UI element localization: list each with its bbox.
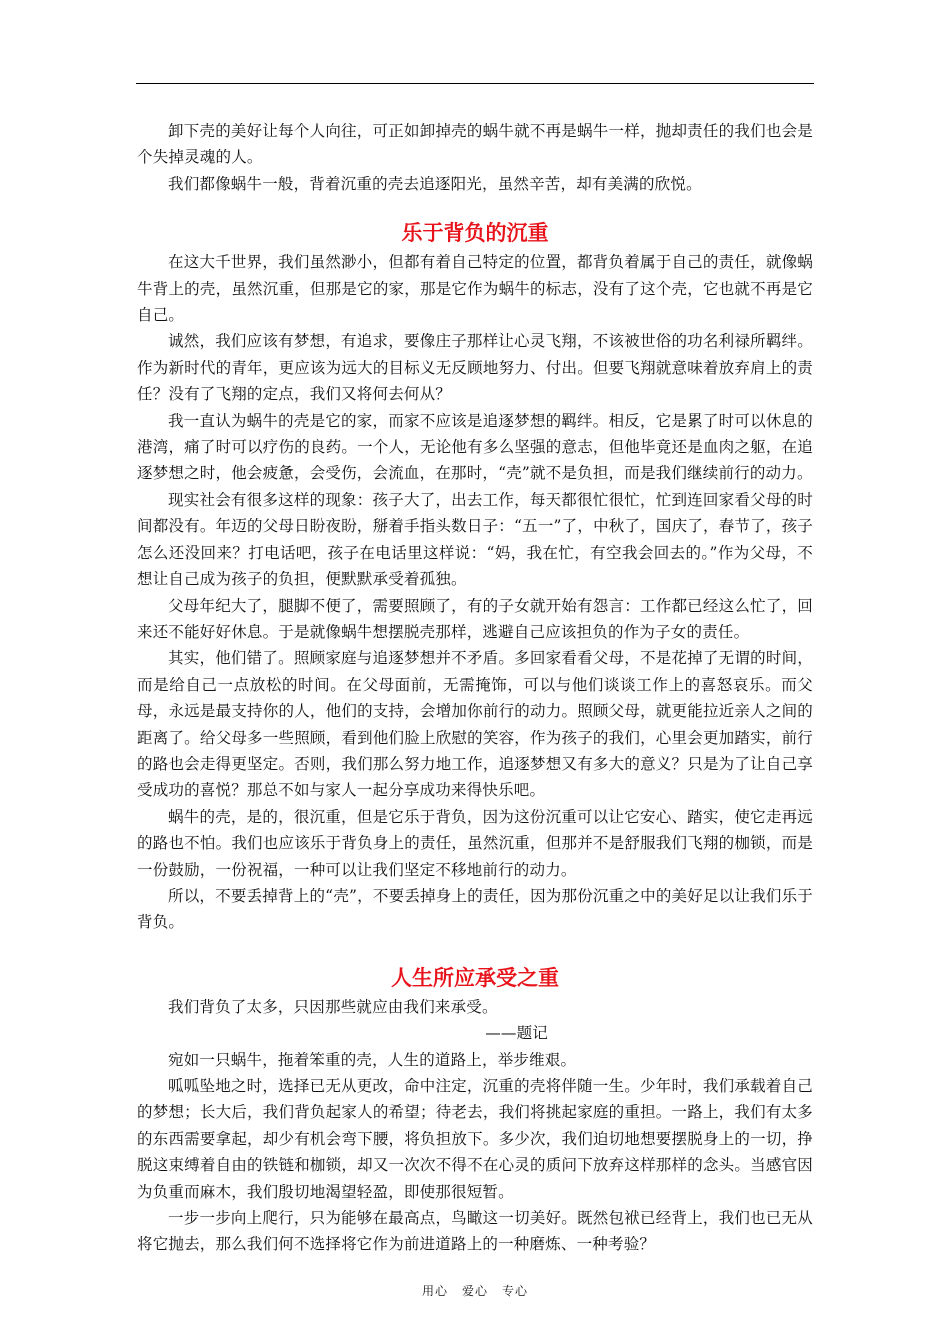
epigraph-sign: ——题记	[485, 1024, 548, 1043]
footer-text: 专心	[502, 1284, 529, 1298]
page-footer	[0, 1282, 950, 1299]
footer-text: 用心	[421, 1284, 448, 1298]
footer-text: 爱心	[461, 1284, 488, 1298]
section-title: 人生所应承受之重	[391, 964, 559, 990]
paragraph: 我一直认为蜗牛的壳是它的家，而家不应该是追逐梦想的羁绊。相反，它是累了时可以休息的港湾，痛了时可以疗伤的良药。一个人，无论他有多么坚强的意志，但他毕竟还是血肉之躯，在追逐梦想之时，他会疲惫，会受伤，会流血，在那时，“壳”就不是负担，而是我们继续前行的动力。	[137, 411, 813, 483]
paragraph: 诚然，我们应该有梦想，有追求，要像庄子那样让心灵飞翔，不该被世俗的功名利禄所羁绊。作为新时代的青年，更应该为远大的目标义无反顾地努力、付出。但要飞翔就意味着放弃肩上的责任？没有了飞翔的定点，我们又将何去何从？	[137, 332, 813, 404]
paragraph: 宛如一只蜗牛，拖着笨重的壳，人生的道路上，举步维艰。	[168, 1050, 577, 1069]
paragraph: 在这大千世界，我们虽然渺小，但都有着自己特定的位置，都背负着属于自己的责任，就像蜗牛背上的壳，虽然沉重，但那是它的家，那是它作为蜗牛的标志，没有了这个壳，它也就不再是它自己。	[137, 253, 813, 325]
paragraph: 其实，他们错了。照顾家庭与追逐梦想并不矛盾。多回家看看父母，不是花掉了无谓的时间，而是给自己一点放松的时间。在父母面前，无需掩饰，可以与他们谈谈工作上的喜怒哀乐。而父母，永远是最支持你的人，他们的支持，会增加你前行的动力。照顾父母，就更能拉近亲人之间的距离了。给父母多一些照顾，看到他们脸上欣慰的笑容，作为孩子的我们，心里会更加踏实，前行的路也会走得更坚定。否则，我们那么努力地工作，追逐梦想又有多大的意义？只是为了让自己享受成功的喜悦？那总不如与家人一起分享成功来得快乐吧。	[137, 649, 813, 800]
paragraph: 父母年纪大了，腿脚不便了，需要照顾了，有的子女就开始有怨言：工作都已经这么忙了，回来还不能好好休息。于是就像蜗牛想摆脱壳那样，逃避自己应该担负的作为子女的责任。	[137, 596, 813, 641]
paragraph: 一步一步向上爬行，只为能够在最高点，鸟瞰这一切美好。既然包袱已经背上，我们也已无从将它抛去，那么我们何不选择将它作为前进道路上的一种磨炼、一种考验？	[137, 1209, 813, 1254]
section-title: 乐于背负的沉重	[401, 220, 549, 246]
paragraph: 现实社会有很多这样的现象：孩子大了，出去工作，每天都很忙很忙，忙到连回家看父母的时间都没有。年迈的父母日盼夜盼，掰着手指头数日子：“五一”了，中秋了，国庆了，春节了，孩子怎么还没回来？打电话吧，孩子在电话里这样说：“妈，我在忙，有空我会回去的。”作为父母，不想让自己成为孩子的负担，便默默承受着孤独。	[137, 490, 813, 589]
paragraph: 所以，不要丢掉背上的“壳”，不要丢掉身上的责任，因为那份沉重之中的美好足以让我们乐于背负。	[137, 886, 813, 932]
paragraph: 呱呱坠地之时，选择已无从更改，命中注定，沉重的壳将伴随一生。少年时，我们承载着自己的梦想；长大后，我们背负起家人的希望；待老去，我们将挑起家庭的重担。一路上，我们有太多的东西需要拿起，却少有机会弯下腰，将负担放下。多少次，我们迫切地想要摆脱身上的一切，挣脱这束缚着自由的铁链和枷锁，却又一次次不得不在心灵的质问下放弃这样那样的念头。当感官因为负重而麻木，我们殷切地渴望轻盈，即使那很短暂。	[137, 1077, 813, 1201]
paragraph: 卸下壳的美好让每个人向往，可正如卸掉壳的蜗牛就不再是蜗牛一样，抛却责任的我们也会是个失掉灵魂的人。	[137, 122, 813, 167]
epigraph: 我们背负了太多，只因那些就应由我们来承受。	[168, 997, 498, 1016]
document-body	[137, 118, 813, 1258]
paragraph: 蜗牛的壳，是的，很沉重，但是它乐于背负，因为这份沉重可以让它安心、踏实，使它走再远的路也不怕。我们也应该乐于背负身上的责任，虽然沉重，但那并不是舒服我们飞翔的枷锁，而是一份鼓励，一份祝福，一种可以让我们坚定不移地前行的动力。	[137, 807, 813, 879]
header-rule	[136, 83, 814, 84]
paragraph: 我们都像蜗牛一般，背着沉重的壳去追逐阳光，虽然辛苦，却有美满的欣悦。	[168, 174, 702, 193]
